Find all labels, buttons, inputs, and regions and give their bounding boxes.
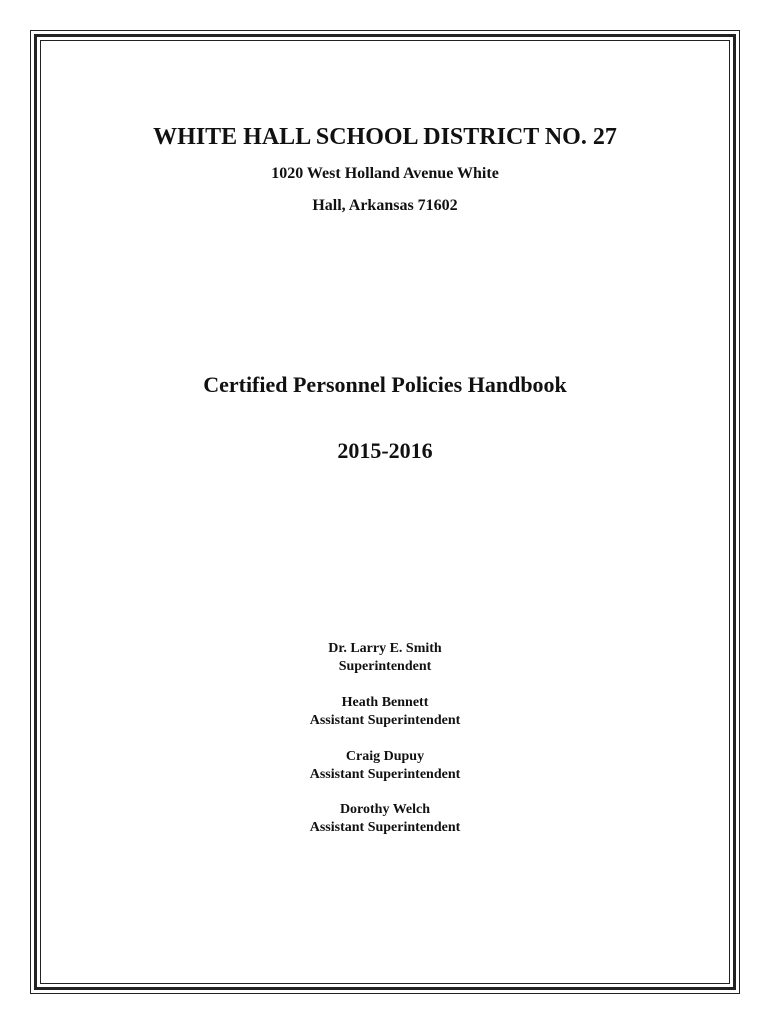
staff-name: Heath Bennett: [341, 695, 429, 710]
staff-name: Craig Dupuy: [345, 749, 425, 764]
handbook-title: Certified Personnel Policies Handbook: [203, 372, 567, 397]
staff-entry: [0, 694, 770, 730]
staff-title: Assistant Superintendent: [309, 767, 461, 782]
staff-entry: [0, 640, 770, 676]
address-line-1: 1020 West Holland Avenue White: [271, 165, 499, 182]
district-name: WHITE HALL SCHOOL DISTRICT NO. 27: [153, 124, 617, 150]
staff-title: Assistant Superintendent: [309, 820, 461, 835]
staff-title: Superintendent: [338, 659, 432, 674]
staff-name: Dr. Larry E. Smith: [328, 641, 442, 656]
staff-entry: [0, 748, 770, 784]
school-years: 2015-2016: [337, 438, 433, 463]
staff-title: Assistant Superintendent: [309, 713, 461, 728]
staff-entry: [0, 801, 770, 837]
address-line-2: Hall, Arkansas 71602: [312, 197, 458, 214]
staff-name: Dorothy Welch: [339, 802, 431, 817]
